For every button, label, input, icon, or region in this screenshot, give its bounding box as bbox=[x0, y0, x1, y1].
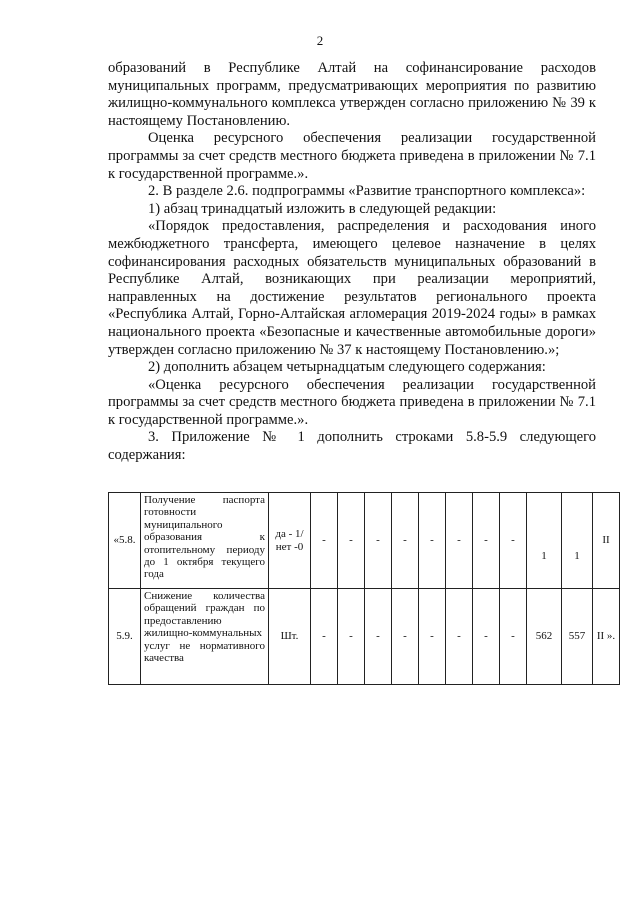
paragraph-6: 2) дополнить абзацем четырнадцатым следующего содержания: bbox=[148, 359, 546, 376]
paragraph-7: «Оценка ресурсного обеспечения реализации государственной программы за счет средств местного бюджета приведена в приложении № 7.1 к государственной программе.». bbox=[108, 376, 596, 428]
paragraph-4: 1) абзац тринадцатый изложить в следующей редакции: bbox=[148, 200, 497, 217]
unit-cell: Шт. bbox=[269, 589, 311, 685]
value-cell: 557 bbox=[562, 589, 593, 685]
indicator-name: Снижение количества обращений граждан по предоставлению жилищно-коммунальных услуг не нормативного качества bbox=[141, 589, 269, 685]
value-cell: - bbox=[473, 589, 500, 685]
value-cell: - bbox=[473, 493, 500, 589]
value-cell: 1 bbox=[562, 493, 593, 589]
document-body bbox=[108, 60, 596, 465]
page-number: 2 bbox=[316, 33, 324, 48]
value-cell: - bbox=[500, 589, 527, 685]
value-cell: - bbox=[392, 493, 419, 589]
value-cell: - bbox=[446, 493, 473, 589]
value-cell: - bbox=[446, 589, 473, 685]
category-cell: II ». bbox=[593, 589, 620, 685]
value-cell: - bbox=[392, 589, 419, 685]
paragraph-8: 3. Приложение № 1 дополнить строками 5.8-5.9 следующего содержания: bbox=[108, 429, 596, 464]
unit-cell: да - 1/нет -0 bbox=[269, 493, 311, 589]
paragraph-3: 2. В разделе 2.6. подпрограммы «Развитие транспортного комплекса»: bbox=[148, 183, 586, 200]
value-cell: - bbox=[500, 493, 527, 589]
value-cell: - bbox=[311, 493, 338, 589]
value-cell: - bbox=[419, 589, 446, 685]
value-cell: - bbox=[338, 589, 365, 685]
table-row bbox=[109, 589, 620, 685]
indicator-table bbox=[108, 492, 620, 685]
value-cell: - bbox=[338, 493, 365, 589]
table-row bbox=[109, 493, 620, 589]
paragraph-2: Оценка ресурсного обеспечения реализации государственной программы за счет средств местного бюджета приведена в приложении № 7.1 к государственной программе.». bbox=[108, 130, 596, 182]
value-cell: - bbox=[311, 589, 338, 685]
category-cell: II bbox=[593, 493, 620, 589]
value-cell: - bbox=[419, 493, 446, 589]
value-cell: - bbox=[365, 493, 392, 589]
value-cell: 1 bbox=[527, 493, 562, 589]
value-cell: - bbox=[365, 589, 392, 685]
value-cell: 562 bbox=[527, 589, 562, 685]
paragraph-5: «Порядок предоставления, распределения и расходования иного межбюджетного трансферта, имеющего целевое назначение в целях софинансирования расходных обязательств муниципальных образований в Республике Алтай, возникающих при реализации мероприятий, направленных на достижение результатов регионального проекта «Республика Алтай, Горно-Алтайская агломерация 2019-2024 годы» в рамках национального проекта «Безопасные и качественные автомобильные дороги» утвержден согласно приложению № 37 к настоящему Постановлению.»; bbox=[108, 218, 596, 358]
indicator-name: Получение паспорта готовности муниципального образования к отопительному периоду до 1 октября текущего года bbox=[141, 493, 269, 589]
row-number: 5.9. bbox=[109, 589, 141, 685]
row-number: «5.8. bbox=[109, 493, 141, 589]
paragraph-1: образований в Республике Алтай на софинансирование расходов муниципальных программ, предусматривающих мероприятия по развитию жилищно-коммунального комплекса утвержден согласно приложению № 39 к настоящему Постановлению. bbox=[108, 60, 596, 129]
